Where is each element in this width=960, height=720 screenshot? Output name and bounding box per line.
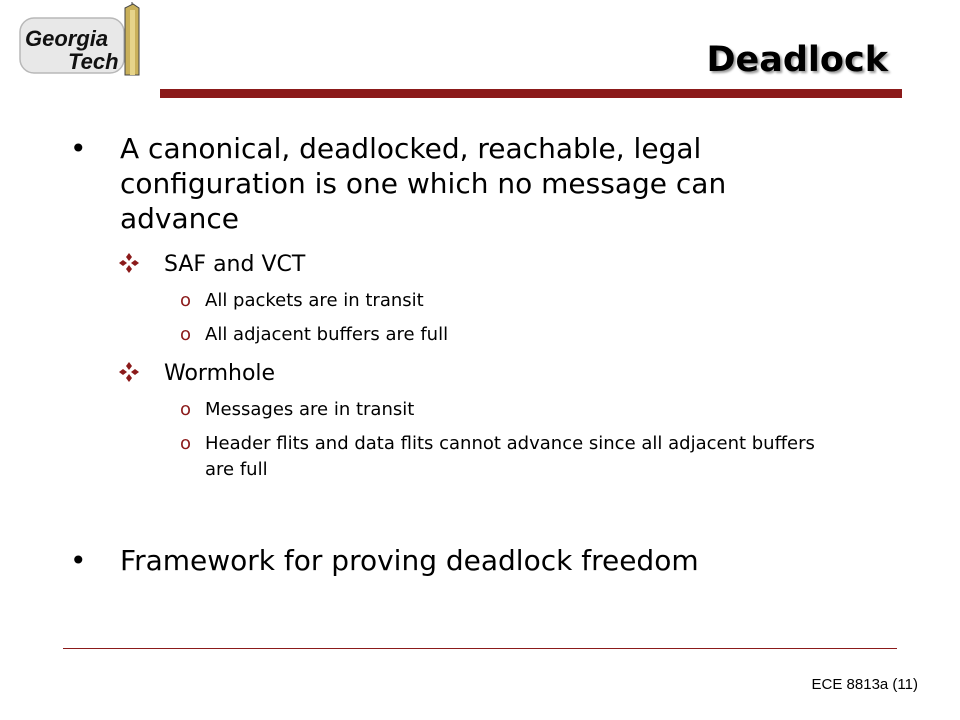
detail-marker: o <box>180 433 192 454</box>
sub-bullet-saf-vct <box>118 250 305 280</box>
detail-bullet <box>180 431 820 483</box>
bullet-framework <box>70 543 850 578</box>
footer-course-label: ECE 8813a (11) <box>811 676 918 693</box>
detail-text: Header flits and data flits cannot advance since all adjacent buffers are full <box>205 433 815 480</box>
detail-marker: o <box>180 290 192 311</box>
detail-text: All adjacent buffers are full <box>205 324 449 345</box>
detail-text: Messages are in transit <box>205 399 415 420</box>
sub-bullet-text: SAF and VCT <box>164 252 306 277</box>
sub-bullet-text: Wormhole <box>164 361 276 386</box>
diamond-dots-icon <box>118 252 140 274</box>
bullet-text: A canonical, deadlocked, reachable, legal configuration is one which no message can advance <box>120 132 727 235</box>
bullet-marker: • <box>70 544 87 577</box>
slide-title: Deadlock <box>706 40 888 80</box>
bullet-canonical-config <box>70 131 850 236</box>
footer-rule <box>63 648 897 649</box>
detail-bullet <box>180 288 820 314</box>
logo-line1: Georgia <box>25 26 109 51</box>
bullet-marker: • <box>70 132 87 165</box>
detail-text: All packets are in transit <box>205 290 424 311</box>
detail-bullet <box>180 322 820 348</box>
diamond-dots-icon <box>118 361 140 383</box>
sub-bullet-wormhole <box>118 359 275 389</box>
detail-bullet <box>180 397 820 423</box>
detail-marker: o <box>180 399 192 420</box>
detail-marker: o <box>180 324 192 345</box>
logo-line2: Tech <box>68 49 119 74</box>
bullet-text: Framework for proving deadlock freedom <box>120 544 699 577</box>
